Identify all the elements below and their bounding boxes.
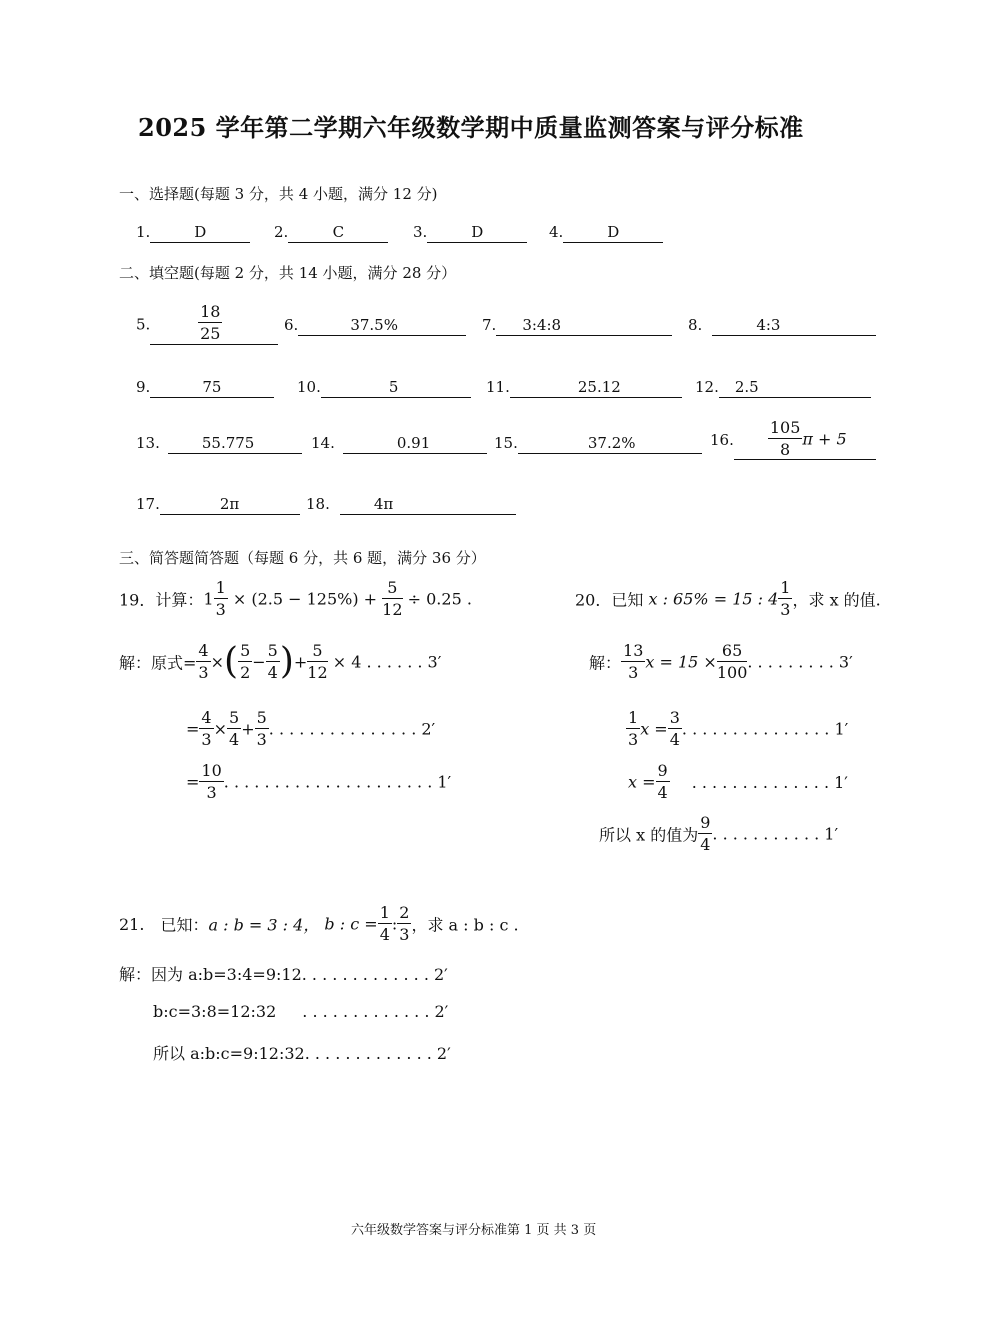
q21-expr1: a : b = 3 : 4， — [208, 915, 320, 935]
q7-row — [482, 315, 672, 336]
q20-s2-a-d: 3 — [628, 730, 639, 749]
q20-tail: ，求 x 的值. — [792, 590, 881, 610]
q19-frac1-n: 1 — [215, 578, 226, 597]
q1-num: 1. — [136, 223, 151, 241]
q20-solution-step3 — [628, 763, 848, 801]
q20-s4-lead: 所以 x 的值为 — [599, 825, 699, 845]
q19-s2-c-d: 3 — [256, 730, 267, 749]
q1-answer: D — [150, 222, 250, 243]
q19-s1-frac-a — [196, 643, 210, 681]
q19-solution-step3: = $\frac{10}{3}$ . . . . . . . . . . . . . . . . . . . . . 1′ — [186, 761, 452, 802]
q21-line2-text: b:c=3:8=12:32 — [153, 1002, 277, 1021]
q11-answer: 25.12 — [510, 377, 682, 398]
q5-answer-numerator: 18 — [200, 302, 221, 321]
q12-answer: 2.5 — [719, 377, 871, 398]
q11-num: 11. — [486, 378, 510, 396]
q14-row — [311, 433, 487, 454]
q21-frac2-n: 2 — [399, 903, 410, 922]
q9-row — [136, 377, 274, 398]
q1-row — [136, 222, 250, 243]
q20-s2-frac-a — [626, 710, 640, 748]
q20-s4-a-d: 4 — [700, 835, 711, 854]
q2-row — [274, 222, 388, 243]
q19-s2-b-n: 5 — [229, 708, 240, 727]
q21-frac2 — [397, 905, 411, 943]
q17-row — [136, 494, 300, 515]
q10-answer: 5 — [321, 377, 471, 398]
q19-s1-d-n: 5 — [307, 643, 327, 662]
q20-sol-label: 解： — [589, 653, 622, 673]
q20-s3-frac — [656, 763, 670, 801]
q19-s2-b-d: 4 — [229, 730, 240, 749]
q18-answer: 4π — [340, 494, 516, 515]
q20-s1-tail: . . . . . . . . . 3′ — [747, 652, 853, 672]
q10-num: 10. — [297, 378, 321, 396]
q19-frac2-d: 12 — [382, 600, 403, 619]
page-title: 2025 学年第二学期六年级数学期中质量监测答案与评分标准 — [138, 113, 804, 142]
q15-answer: 37.2% — [518, 433, 702, 454]
q19-s2-frac-b — [227, 710, 241, 748]
q4-num: 4. — [549, 223, 564, 241]
q17-answer: 2π — [160, 494, 300, 515]
q6-row — [284, 315, 466, 336]
q19-question — [119, 580, 472, 618]
q19-solution-step1: 解：原式= $\frac{4}{3}$ ×( $\frac{5}{2}$ − $\frac{5}{4}$ )+ $\frac{5}{12}$ × 4 . . . . . . 3′ — [119, 641, 442, 682]
q16-row — [710, 420, 876, 460]
q19-s2-frac-c — [255, 710, 269, 748]
q20-solution-step2 — [626, 710, 848, 748]
q21-frac2-d: 3 — [399, 925, 410, 944]
q7-num: 7. — [482, 316, 497, 334]
q5-answer-fraction — [198, 304, 222, 342]
q4-answer: D — [563, 222, 663, 243]
q13-num: 13. — [136, 434, 160, 452]
q20-s3-a-n: 9 — [657, 761, 668, 780]
q8-row — [688, 315, 876, 336]
q19-s1-c-d: 4 — [267, 663, 278, 682]
q21-frac1 — [378, 905, 392, 943]
q19-s3-tail: . . . . . . . . . . . . . . . . . . . . . 1′ — [223, 772, 452, 792]
q20-s2-frac-b — [668, 710, 682, 748]
q6-num: 6. — [284, 316, 299, 334]
q18-row — [306, 494, 516, 515]
q19-s2-c-n: 5 — [256, 708, 267, 727]
page-footer: 六年级数学答案与评分标准第 1 页 共 3 页 — [351, 1223, 597, 1238]
q16-answer-fraction — [768, 420, 803, 458]
q19-mid: × (2.5 − 125%) + — [232, 589, 378, 609]
q13-answer: 55.775 — [168, 433, 302, 454]
q20-s4-tail: . . . . . . . . . . . 1′ — [712, 824, 839, 844]
q20-frac-d: 3 — [780, 600, 791, 619]
q19-s1-b-d: 2 — [240, 663, 251, 682]
q20-frac-n: 1 — [780, 578, 791, 597]
q14-answer: 0.91 — [343, 433, 487, 454]
q20-s2-b-d: 4 — [669, 730, 680, 749]
q21-solution-line3: 所以 a:b:c=9:12:32. . . . . . . . . . . . . 2′ — [153, 1044, 451, 1063]
q4-row — [549, 222, 663, 243]
q6-answer: 37.5% — [298, 315, 466, 336]
q20-s1-b-d: 100 — [716, 663, 748, 682]
q20-question — [575, 580, 881, 618]
q21-question — [119, 905, 519, 943]
q5-row — [136, 304, 278, 345]
q16-answer-numerator: 105 — [769, 418, 801, 437]
q19-s2-frac-a — [199, 710, 213, 748]
q20-s2-a-n: 1 — [628, 708, 639, 727]
q19-frac1 — [214, 580, 228, 618]
q20-solution-step4 — [599, 815, 838, 853]
q21-solution-line1: 解：因为 a:b=3:4=9:12. . . . . . . . . . . . . 2′ — [119, 965, 448, 984]
q20-s1-b-n: 65 — [717, 643, 748, 662]
q21-expr2: b : c = — [324, 914, 378, 934]
q19-s2-a-d: 3 — [201, 730, 212, 749]
q20-s2-tail: . . . . . . . . . . . . . . . 1′ — [681, 719, 849, 739]
q10-row — [297, 377, 471, 398]
q19-label: 19．计算： — [119, 590, 204, 610]
q21-tail: ，求 a : b : c . — [411, 915, 519, 935]
section3-heading: 三、简答题简答题（每题 6 分，共 6 题，满分 36 分） — [119, 549, 486, 567]
q19-s1-frac-d — [307, 643, 327, 681]
q21-colon: : — [391, 914, 398, 934]
q19-s1-rparen: ) — [279, 641, 294, 682]
q9-num: 9. — [136, 378, 151, 396]
q2-answer: C — [288, 222, 388, 243]
q20-s3-tail: . . . . . . . . . . . . . . 1′ — [691, 772, 848, 792]
q19-s1-b-n: 5 — [240, 641, 251, 660]
q8-answer: 4:3 — [712, 315, 876, 336]
q8-num: 8. — [688, 316, 703, 334]
q5-answer-denominator: 25 — [200, 324, 221, 343]
q19-s2-tail: . . . . . . . . . . . . . . . 2′ — [268, 719, 436, 739]
q19-s1-frac-c — [266, 643, 280, 681]
q16-answer-denominator: 8 — [780, 440, 791, 459]
q20-s4-a-n: 9 — [700, 813, 711, 832]
q20-s1-a-d: 3 — [628, 663, 639, 682]
q19-tail: ÷ 0.25 . — [407, 589, 472, 609]
q21-solution-line2 — [153, 1002, 448, 1021]
q19-whole: 1 — [203, 589, 214, 609]
q3-row — [413, 222, 527, 243]
q19-s2-a-n: 4 — [201, 708, 212, 727]
q21-text1: 已知： — [160, 915, 209, 935]
q20-s4-frac — [698, 815, 712, 853]
q19-s1-lparen: ( — [224, 641, 239, 682]
q18-num: 18. — [306, 495, 330, 513]
q19-s3-a-n: 10 — [201, 761, 222, 780]
q19-s1-a-d: 3 — [198, 663, 209, 682]
q19-frac2-n: 5 — [382, 580, 402, 599]
q19-s1-a-n: 4 — [198, 641, 209, 660]
q20-s1-frac-b — [717, 643, 748, 681]
q21-frac1-d: 4 — [379, 925, 390, 944]
q20-s2-b-n: 3 — [669, 708, 680, 727]
q16-answer-tail: π + 5 — [802, 429, 847, 449]
q20-expr: x : 65% = 15 : 4 — [648, 589, 779, 609]
q20-s2-mid: x = — [640, 719, 668, 739]
q19-sol-label: 解：原式= — [119, 653, 197, 673]
q14-num: 14. — [311, 434, 335, 452]
q19-s3-frac-a — [199, 763, 223, 801]
q3-answer: D — [427, 222, 527, 243]
q21-line2-tail: . . . . . . . . . . . . . 2′ — [302, 1002, 449, 1021]
q21-frac1-n: 1 — [379, 903, 390, 922]
q13-row — [136, 433, 302, 454]
q19-frac2 — [382, 580, 402, 618]
q15-row — [494, 433, 702, 454]
q20-label: 20．已知 — [575, 590, 644, 610]
q19-s1-tail: × 4 . . . . . . 3′ — [332, 652, 442, 672]
q19-frac1-d: 3 — [215, 600, 226, 619]
q12-num: 12. — [695, 378, 719, 396]
section1-heading: 一、选择题(每题 3 分，共 4 小题，满分 12 分) — [119, 185, 438, 203]
q20-s1-a-n: 13 — [623, 641, 644, 660]
q12-row — [695, 377, 871, 398]
q9-answer: 75 — [150, 377, 274, 398]
q2-num: 2. — [274, 223, 289, 241]
q20-solution-step1 — [589, 643, 853, 681]
q19-s3-a-d: 3 — [206, 783, 217, 802]
q3-num: 3. — [413, 223, 428, 241]
q20-s1-mid: x = 15 × — [645, 652, 717, 672]
q5-num: 5. — [136, 315, 151, 334]
q21-label: 21. — [119, 914, 145, 934]
q11-row — [486, 377, 682, 398]
section2-heading: 二、填空题(每题 2 分，共 14 小题，满分 28 分） — [119, 264, 457, 282]
q7-answer: 3:4:8 — [496, 315, 672, 336]
q19-s1-c-n: 5 — [267, 641, 278, 660]
q19-s1-frac-b — [238, 643, 252, 681]
q19-solution-step2: = $\frac{4}{3}$ × $\frac{5}{4}$ + $\frac{5}{3}$ . . . . . . . . . . . . . . . 2′ — [186, 708, 436, 749]
q17-num: 17. — [136, 495, 160, 513]
q19-s1-d-d: 12 — [307, 663, 328, 682]
q16-num: 16. — [710, 431, 734, 449]
q20-frac — [778, 580, 792, 618]
q20-s3-a-d: 4 — [657, 783, 668, 802]
q15-num: 15. — [494, 434, 518, 452]
q20-s3-lead: x = — [628, 772, 656, 792]
q20-s1-frac-a — [621, 643, 645, 681]
